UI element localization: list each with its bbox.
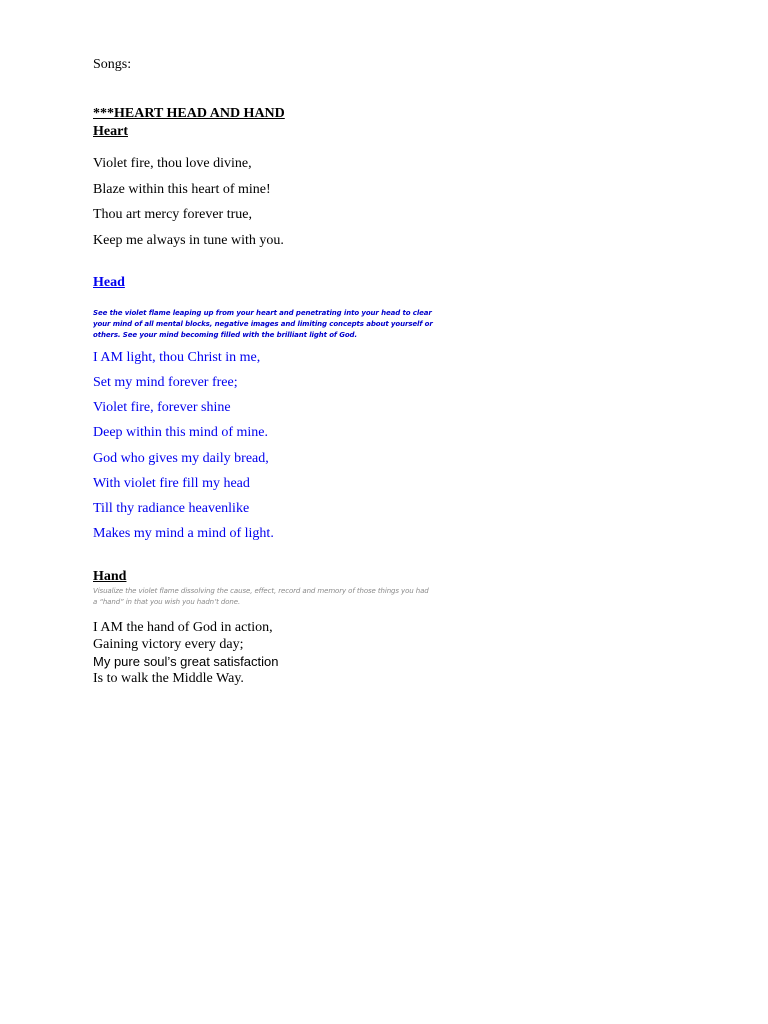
head-line-8: Makes my mind a mind of light. xyxy=(93,526,274,541)
heart-line-3: Thou art mercy forever true, xyxy=(93,207,252,222)
heart-line-1: Violet fire, thou love divine, xyxy=(93,156,252,171)
hand-visualization-note: Visualize the violet flame dissolving the cause, effect, record and memory of those things you had a “hand” in that you wish you hadn’t done. xyxy=(93,587,429,606)
head-heading: Head xyxy=(93,275,125,290)
head-line-4: Deep within this mind of mine. xyxy=(93,425,268,440)
heart-line-4: Keep me always in tune with you. xyxy=(93,233,284,248)
head-visualization-note: See the violet flame leaping up from your heart and penetrating into your head to clear your mind of all mental blocks, negative images and limiting concepts about yourself or others. See your mind becoming filled with the brilliant light of God. xyxy=(93,309,433,339)
head-line-3: Violet fire, forever shine xyxy=(93,400,231,415)
head-line-1: I AM light, thou Christ in me, xyxy=(93,350,261,365)
hand-line-4: Is to walk the Middle Way. xyxy=(93,671,244,686)
hand-line-1: I AM the hand of God in action, xyxy=(93,620,273,635)
head-line-7: Till thy radiance heavenlike xyxy=(93,501,250,516)
hand-heading: Hand xyxy=(93,569,127,584)
head-line-2: Set my mind forever free; xyxy=(93,375,238,390)
head-line-5: God who gives my daily bread, xyxy=(93,451,269,466)
heart-line-2: Blaze within this heart of mine! xyxy=(93,182,271,197)
hand-line-2: Gaining victory every day; xyxy=(93,637,244,652)
document-title: ***HEART HEAD AND HAND xyxy=(93,106,285,121)
hand-line-3: My pure soul’s great satisfaction xyxy=(93,654,279,669)
head-line-6: With violet fire fill my head xyxy=(93,476,250,491)
heart-heading: Heart xyxy=(93,124,128,139)
songs-label: Songs: xyxy=(93,57,132,72)
